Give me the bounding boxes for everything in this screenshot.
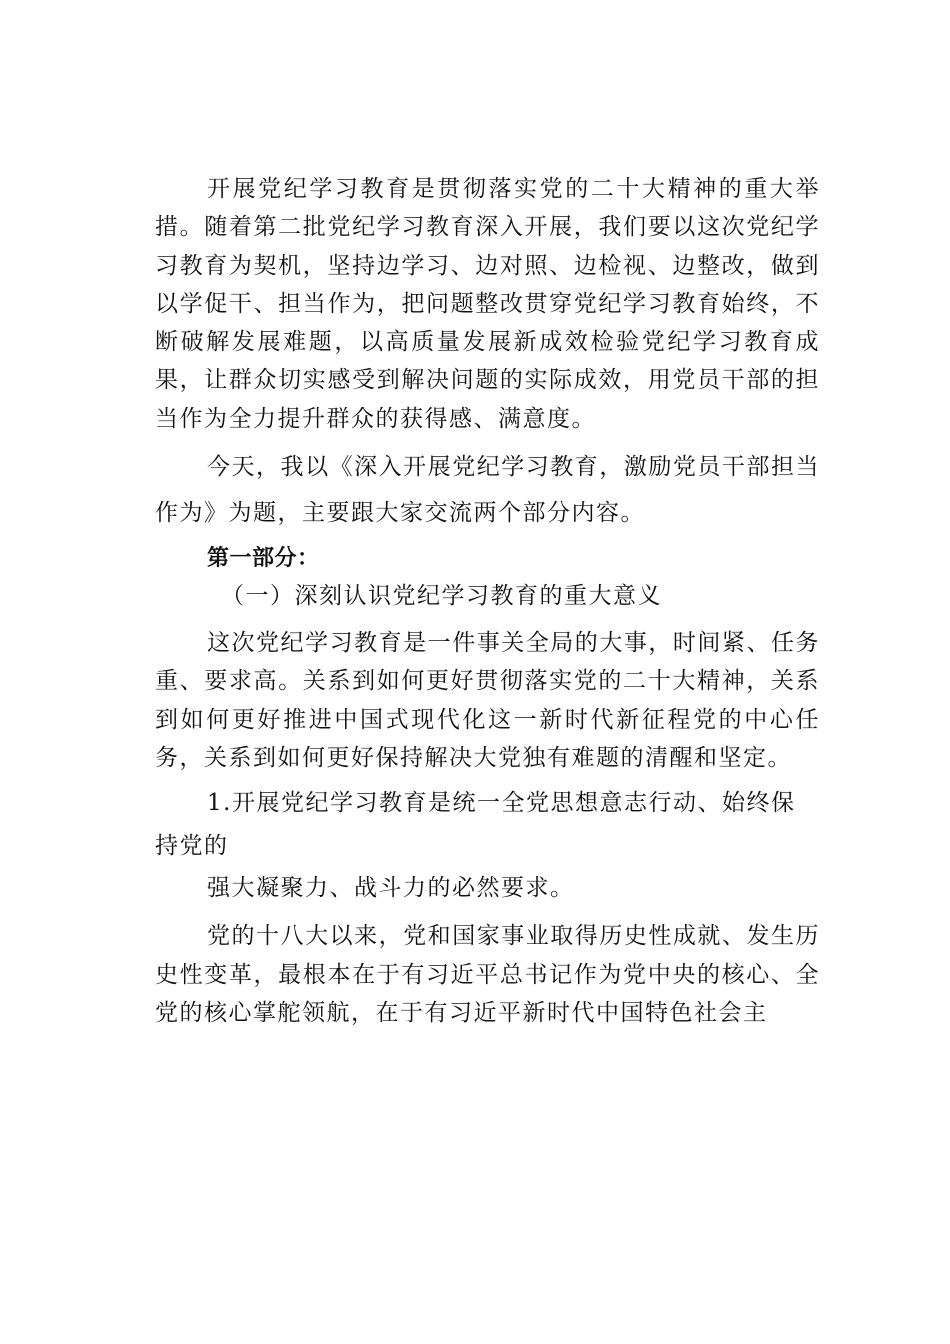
- part-one-heading: 第一部分：: [207, 546, 320, 572]
- closing-paragraph: 党的十八大以来，党和国家事业取得历史性成就、发生历史性变革，最根本在于有习近平总书记作为党中央的核心、全党的核心掌舵领航，在于有习近平新时代中国特色社会主: [155, 923, 820, 1026]
- topic-paragraph: 今天，我以《深入开展党纪学习教育，激励党员干部担当作为》为题，主要跟大家交流两个部分内容。: [155, 454, 820, 527]
- section-one-heading: （一）深刻认识党纪学习教育的重大意义: [221, 583, 662, 610]
- section-one-paragraph: 这次党纪学习教育是一件事关全局的大事，时间紧、任务重、要求高。关系到如何更好贯彻落实党的二十大精神，关系到如何更好推进中国式现代化这一新时代新征程党的中心任务，关系到如何更好保持解决大党独有难题的清醒和坚定。: [155, 630, 820, 771]
- item-one-line-3: 强大凝聚力、战斗力的必然要求。: [207, 875, 575, 902]
- intro-paragraph: 开展党纪学习教育是贯彻落实党的二十大精神的重大举措。随着第二批党纪学习教育深入开展，我们要以这次党纪学习教育为契机，坚持边学习、边对照、边检视、边整改，做到以学促干、担当作为，把问题整改贯穿党纪学习教育始终，不断破解发展难题，以高质量发展新成效检验党纪学习教育成果，让群众切实感受到解决问题的实际成效，用党员干部的担当作为全力提升群众的获得感、满意度。: [155, 176, 820, 432]
- item-one-line-1: 1.开展党纪学习教育是统一全党思想意志行动、始终保: [207, 790, 796, 817]
- document-body: [155, 170, 820, 1032]
- item-one-line-2: 持党的: [155, 833, 229, 860]
